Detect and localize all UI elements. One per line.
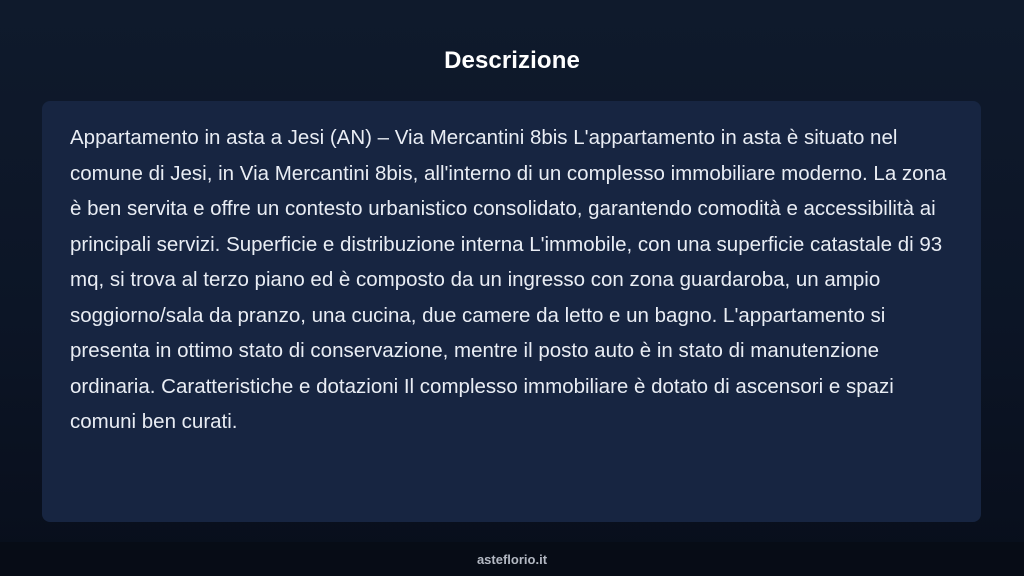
footer-site-label: asteflorio.it — [476, 552, 548, 567]
description-card — [42, 101, 981, 522]
section-title: Descrizione — [444, 47, 580, 74]
description-text: Appartamento in asta a Jesi (AN) – Via Mercantini 8bis L'appartamento in asta è situato nel comune di Jesi, in Via Mercantini 8bis, all'interno di un complesso immobiliare moderno. La zona è ben servita e offre un contesto urbanistico consolidato, garantendo comodità e accessibilità ai principali servizi. Superficie e distribuzione interna L'immobile, con una superficie catastale di 93 mq, si trova al terzo piano ed è composto da un ingresso con zona guardaroba, un ampio soggiorno/sala da pranzo, una cucina, due camere da letto e un bagno. L'appartamento si presenta in ottimo stato di conservazione, mentre il posto auto è in stato di manutenzione ordinaria. Caratteristiche e dotazioni Il complesso immobiliare è dotato di ascensori e spazi comuni ben curati. — [70, 126, 947, 433]
footer-bar — [0, 542, 1024, 576]
